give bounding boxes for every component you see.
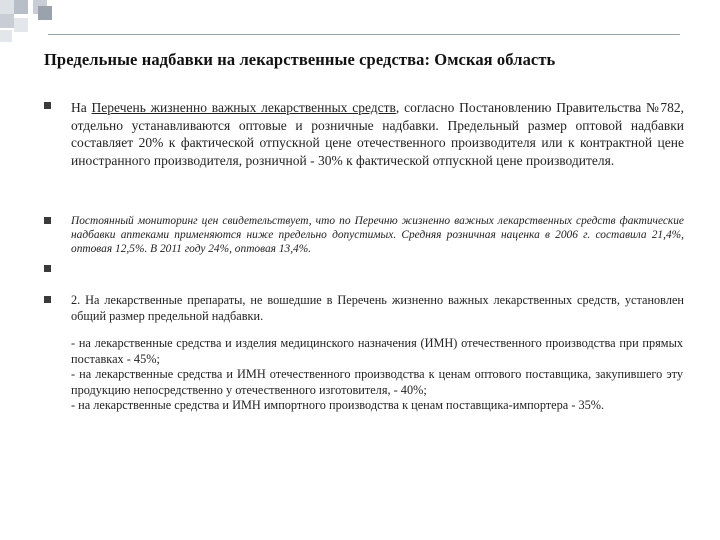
list-item [44, 214, 684, 257]
sub-item: - на лекарственные средства и изделия медицинского назначения (ИМН) отечественного производства при прямых поставках - 45%; [71, 336, 683, 366]
decor-square [14, 0, 28, 14]
decor-square [38, 6, 52, 20]
bullet-square-icon [44, 265, 51, 272]
item-text: Постоянный мониторинг цен свидетельствует, что по Перечню жизненно важных лекарственных средств фактические надбавки аптеками применяются ниже предельно допустимых. Средняя розничная наценка в 2006 г. составила 21,4%, оптовая 12,5%. В 2011 году 24%, оптовая 13,4%. [71, 215, 684, 256]
bullet-square-icon [44, 296, 51, 303]
decor-square [0, 30, 12, 42]
item-rest: , согласно Постановлению Правительства №782, отдельно устанавливаются оптовые и розничные надбавки. Предельный размер оптовой надбавки составляет 20% к фактической отпускной цене отечественного производителя или к контрактной цене иностранного производителя, розничной - 30% к фактической отпускной цене производителя. [71, 100, 684, 168]
bullet-square-icon [44, 217, 51, 224]
bullet-square-icon [44, 102, 51, 109]
corner-decoration [0, 0, 70, 45]
item-text: 2. На лекарственные препараты, не вошедшие в Перечень жизненно важных лекарственных средств, установлен общий размер предельной надбавки. [71, 293, 684, 323]
essential-drugs-list-link[interactable]: Перечень жизненно важных лекарственных средств [91, 100, 396, 115]
list-item [44, 293, 684, 324]
title-rule [48, 34, 680, 35]
sub-item: - на лекарственные средства и ИМН отечественного производства к ценам оптового поставщика, закупившего эту продукцию непосредственно у отечественного изготовителя, - 40%; [71, 367, 683, 397]
list-item [44, 99, 684, 169]
page-title: Предельные надбавки на лекарственные средства: Омская область [44, 50, 556, 69]
decor-square [14, 18, 28, 32]
item-text [71, 99, 684, 169]
decor-square [0, 14, 14, 28]
decor-square [0, 0, 14, 14]
item-lead: На [71, 100, 92, 115]
sub-item: - на лекарственные средства и ИМН импортного производства к ценам поставщика-импортера - 35%. [71, 398, 605, 412]
